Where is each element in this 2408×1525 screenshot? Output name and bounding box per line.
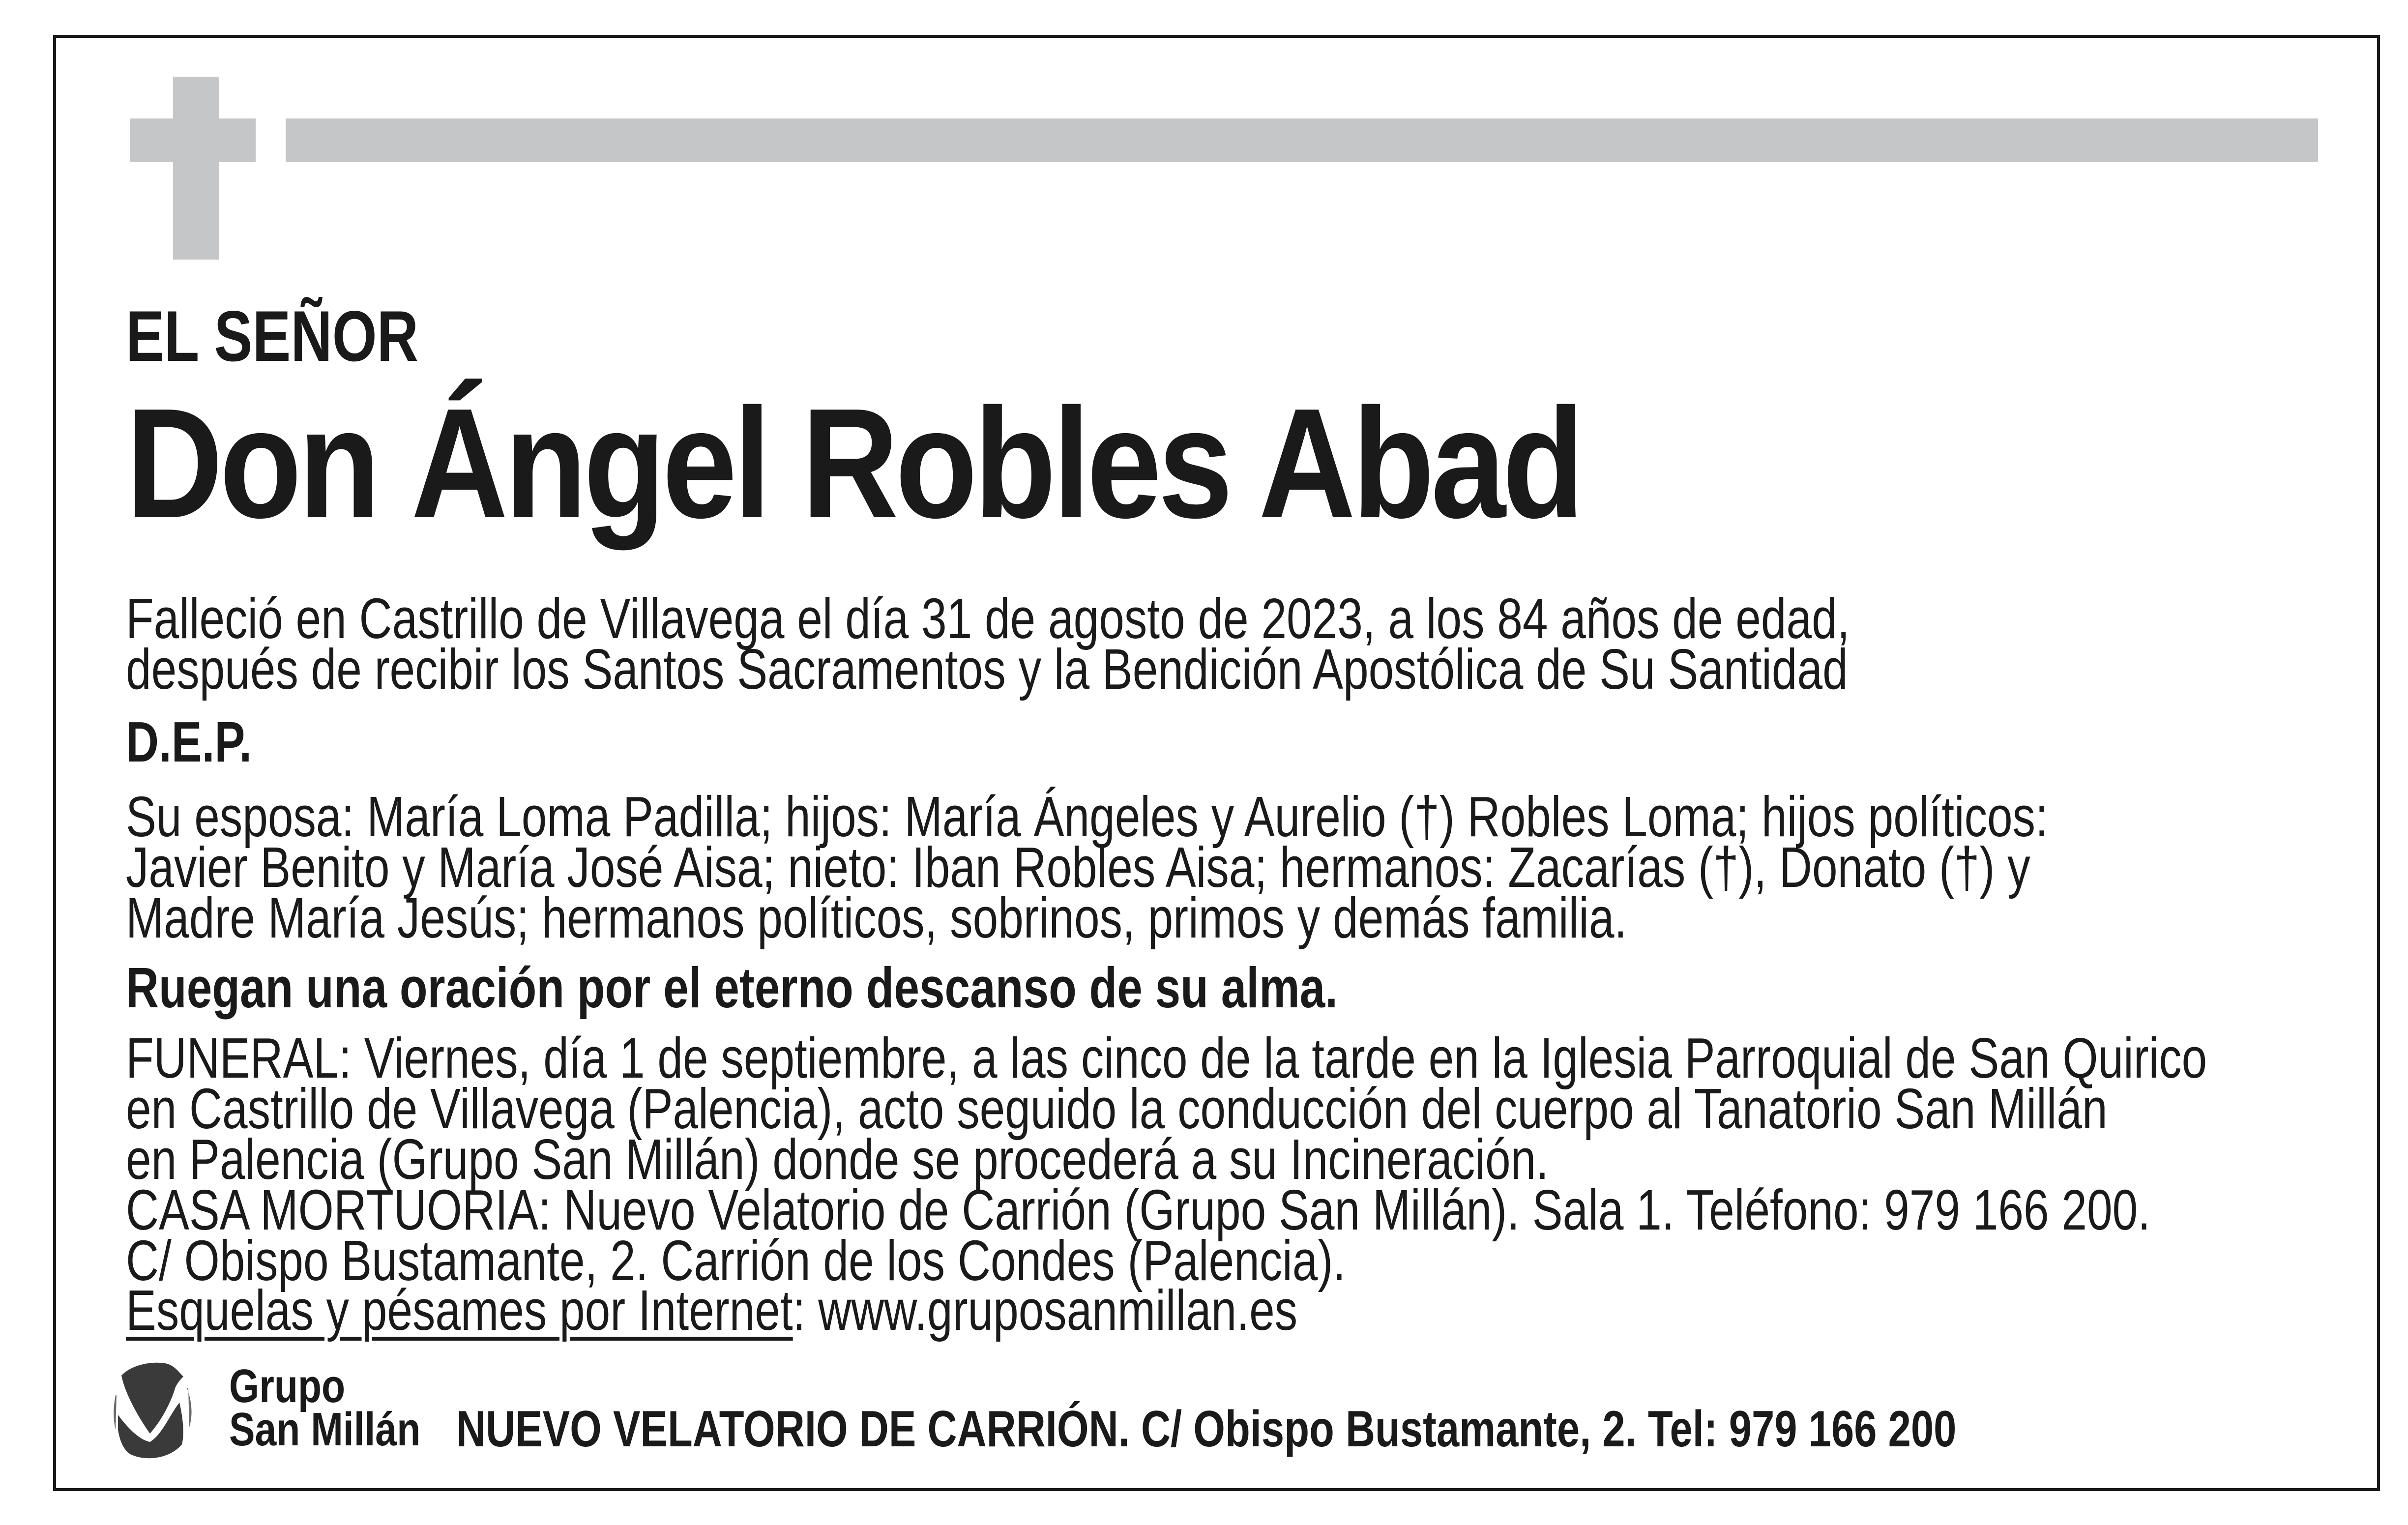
internet-condolences-link[interactable]: Esquelas y pésames por Internet [126,1278,793,1342]
family-line-1: Su esposa: María Loma Padilla; hijos: María Ángeles y Aurelio (†) Robles Loma; hijos políticos: [126,785,2048,849]
funeral-line-5: C/ Obispo Bustamante, 2. Carrión de los Condes (Palencia). [126,1229,1346,1292]
internet-condolences-line [126,1278,1298,1342]
cross-vertical-beam [173,77,219,260]
funeral-line-4: CASA MORTUORIA: Nuevo Velatorio de Carrión (Grupo San Millán). Sala 1. Teléfono: 979 166 200. [126,1178,2150,1242]
funeral-line-3: en Palencia (Grupo San Millán) donde se procederá a su Incineración. [126,1127,1549,1191]
prayer-request: Ruegan una oración por el eterno descanso de su alma. [126,956,1338,1020]
funeral-line-1: FUNERAL: Viernes, día 1 de septiembre, a las cinco de la tarde en la Iglesia Parroquial de San Quirico [126,1026,2207,1090]
death-notice-line-2: después de recibir los Santos Sacramentos y la Bendición Apostólica de Su Santidad [126,637,1848,701]
separator: : [793,1278,819,1342]
funeral-line-2: en Castrillo de Villavega (Palencia), acto seguido la conducción del cuerpo al Tanatorio San Millán [126,1077,2108,1141]
family-line-3: Madre María Jesús; hermanos políticos, sobrinos, primos y demás familia. [126,886,1627,950]
brand-name-line-1: Grupo [229,1360,346,1412]
death-notice-line-1: Falleció en Castrillo de Villavega el día 31 de agosto de 2023, a los 84 años de edad, [126,587,1850,650]
dep-label: D.E.P. [126,710,252,774]
website-link[interactable]: www.gruposanmillan.es [818,1278,1298,1342]
footer-address: NUEVO VELATORIO DE CARRIÓN. C/ Obispo Bustamante, 2. Tel: 979 166 200 [456,1401,1957,1458]
brand-name-line-2: San Millán [229,1403,421,1456]
deceased-name-title: Don Ángel Robles Abad [126,376,1582,551]
honorific-subtitle: EL SEÑOR [126,296,418,376]
header-gray-bar [286,118,2318,162]
family-line-2: Javier Benito y María José Aisa; nieto: Iban Robles Aisa; hermanos: Zacarías (†), Donato (†) y [126,835,2030,899]
grupo-san-millan-logo-icon [111,1361,209,1462]
cross-horizontal-beam [130,118,256,162]
